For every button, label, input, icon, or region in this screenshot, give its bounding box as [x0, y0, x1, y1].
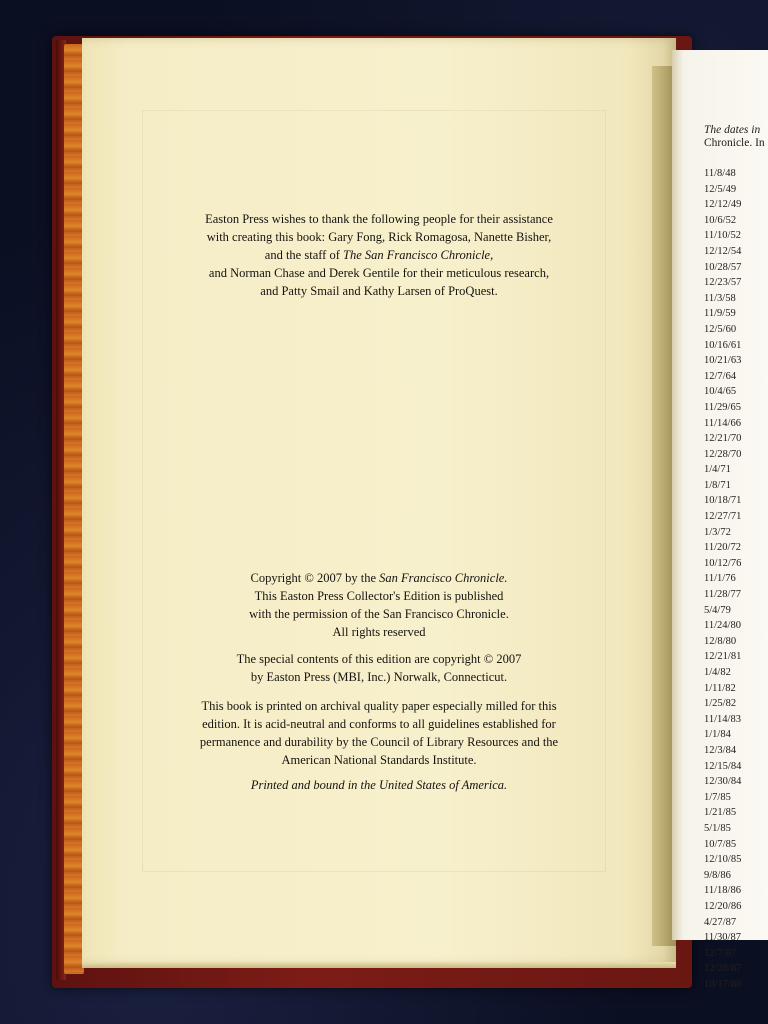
- date-item: 11/28/77: [704, 589, 741, 601]
- date-item: 11/18/86: [704, 885, 741, 897]
- date-item: 12/5/49: [704, 183, 737, 195]
- ack-line-3: [82, 246, 676, 264]
- ack-line-3-italic: The San Francisco Chronicle,: [343, 248, 494, 262]
- date-item: 1/21/85: [704, 807, 737, 819]
- date-item: 12/8/80: [704, 635, 737, 647]
- date-item: 11/9/59: [704, 308, 736, 320]
- date-item: 12/5/60: [704, 323, 737, 335]
- date-item: 12/7/64: [704, 370, 737, 382]
- date-item: 10/17/88: [704, 978, 742, 990]
- date-item: 10/28/57: [704, 261, 742, 273]
- date-item: 11/29/65: [704, 401, 741, 413]
- date-item: 4/27/87: [704, 916, 737, 928]
- date-item: 12/23/57: [704, 277, 742, 289]
- date-item: 12/30/84: [704, 776, 742, 788]
- date-item: 11/8/48: [704, 168, 736, 179]
- copyright-line-3: with the permission of the San Francisco Chronicle.: [249, 607, 509, 621]
- date-item: 10/18/71: [704, 495, 742, 507]
- special-line-1: The special contents of this edition are copyright © 2007: [236, 652, 522, 666]
- date-item: 12/3/84: [704, 744, 737, 756]
- date-item: 11/20/72: [704, 542, 741, 554]
- date-item: 1/4/71: [704, 464, 731, 476]
- date-item: 12/10/85: [704, 854, 742, 866]
- paper-line-2: edition. It is acid-neutral and conforms to all guidelines established for: [202, 717, 556, 731]
- date-item: 10/12/76: [704, 557, 742, 569]
- date-item: 1/8/71: [704, 479, 731, 491]
- date-item: 11/1/76: [704, 573, 736, 585]
- date-item: 1/7/85: [704, 791, 731, 803]
- date-item: 12/12/49: [704, 199, 742, 211]
- date-item: 10/21/63: [704, 355, 742, 367]
- intro-line-2: Chronicle. In: [704, 137, 765, 149]
- date-item: 11/30/87: [704, 932, 741, 944]
- copyright-line-2: This Easton Press Collector's Edition is published: [254, 589, 504, 603]
- date-item: 1/3/72: [704, 526, 731, 538]
- date-item: 12/7/87: [704, 947, 737, 959]
- gilt-page-edges: [64, 44, 84, 974]
- date-item: 1/25/82: [704, 698, 737, 710]
- paper-line-3: permanence and durability by the Council of Library Resources and the: [199, 735, 559, 749]
- date-item: 10/6/52: [704, 214, 737, 226]
- special-line-2: by Easton Press (MBI, Inc.) Norwalk, Connecticut.: [250, 670, 508, 684]
- copyright-line-1: [82, 569, 676, 587]
- date-item: 12/21/70: [704, 433, 742, 445]
- date-item: 1/4/82: [704, 667, 731, 678]
- ack-line-5: and Patty Smail and Kathy Larsen of ProQuest.: [260, 284, 498, 298]
- date-item: 10/4/65: [704, 386, 737, 398]
- date-item: 1/1/84: [704, 729, 731, 741]
- date-item: 12/21/81: [704, 651, 742, 663]
- page-bottom-edge: [82, 962, 676, 968]
- date-item: 11/3/58: [704, 292, 736, 304]
- printed-in-line: Printed and bound in the United States of America.: [250, 778, 508, 792]
- intro-line-1: The dates in: [704, 124, 761, 136]
- copyright-notice: [82, 569, 676, 641]
- date-item: 11/14/66: [704, 417, 741, 429]
- date-item: 11/14/83: [704, 713, 741, 725]
- date-item: 10/7/85: [704, 838, 737, 850]
- date-item: 11/24/80: [704, 620, 741, 632]
- ack-line-4: and Norman Chase and Derek Gentile for their meticulous research,: [208, 266, 550, 280]
- paper-line-4: American National Standards Institute.: [281, 753, 477, 767]
- date-item: 12/12/54: [704, 245, 742, 257]
- paper-line-1: This book is printed on archival quality paper especially milled for this: [201, 699, 557, 713]
- date-item: 12/15/84: [704, 760, 742, 772]
- ack-line-1: Easton Press wishes to thank the following people for their assistance: [205, 212, 553, 226]
- date-item: 5/4/79: [704, 604, 731, 616]
- right-page-intro: [704, 124, 768, 150]
- paper-notice: [82, 697, 676, 769]
- date-item: 9/8/86: [704, 869, 731, 881]
- date-item: 12/28/70: [704, 448, 742, 460]
- date-item: 10/16/61: [704, 339, 742, 351]
- date-item: 5/1/85: [704, 822, 731, 834]
- ack-line-3-text: and the staff of: [264, 248, 343, 262]
- special-contents-notice: [82, 650, 676, 686]
- date-item: 1/11/82: [704, 682, 736, 694]
- date-item: 12/28/87: [704, 963, 742, 975]
- game-dates-list: [704, 166, 768, 992]
- ack-line-2: with creating this book: Gary Fong, Rick Romagosa, Nanette Bisher,: [206, 230, 552, 244]
- acknowledgments: [82, 210, 676, 300]
- copyright-line-1-text: Copyright © 2007 by the: [250, 571, 380, 585]
- copyright-line-1-italic: San Francisco Chronicle.: [379, 571, 508, 585]
- copyright-line-4: All rights reserved: [332, 625, 426, 639]
- date-item: 12/27/71: [704, 511, 742, 523]
- date-item: 12/20/86: [704, 900, 742, 912]
- date-item: 11/10/52: [704, 230, 741, 242]
